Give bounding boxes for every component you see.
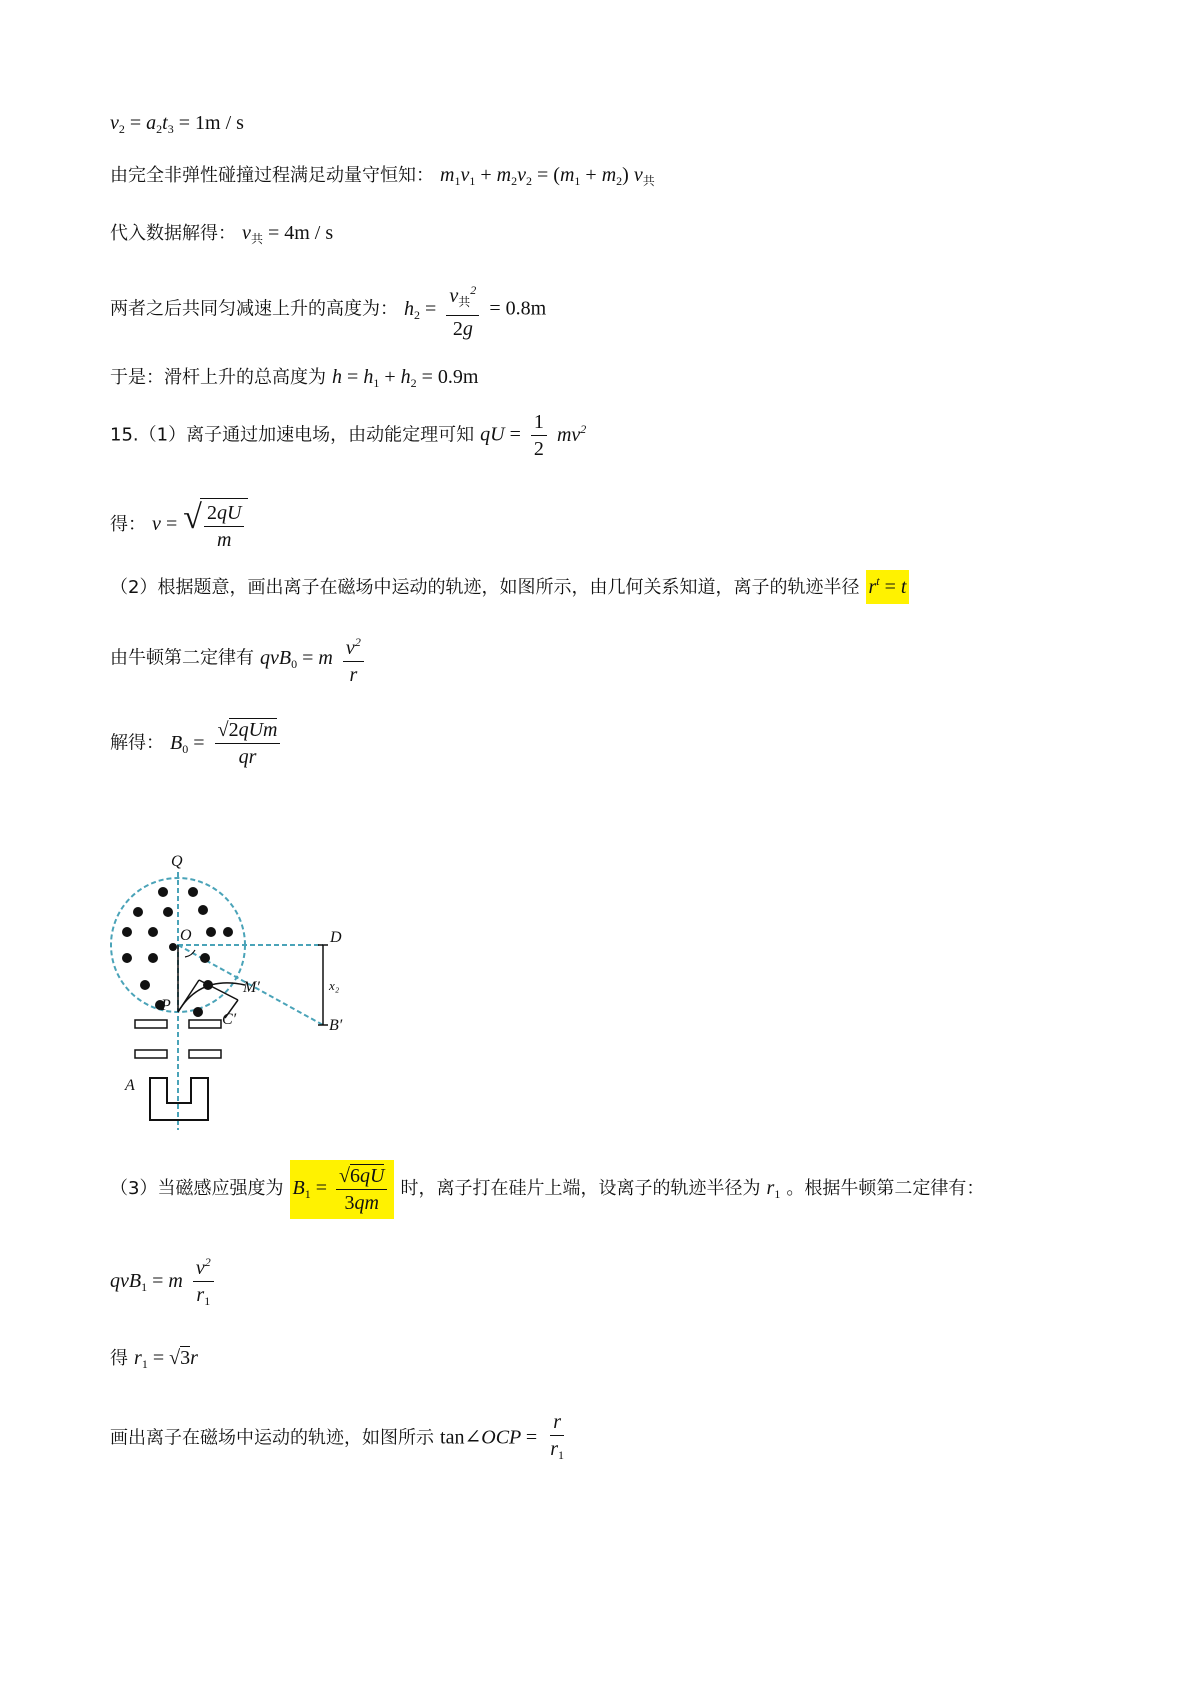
q15-part3-text-c: 。根据牛顿第二定律有：	[786, 1178, 985, 1200]
label-o: O	[180, 927, 192, 944]
label-x2: x₂	[329, 978, 340, 993]
tan-ocp-text: 画出离子在磁场中运动的轨迹，如图所示	[110, 1427, 434, 1449]
label-q: Q	[171, 853, 183, 870]
q15-part2-text: （2）根据题意，画出离子在磁场中运动的轨迹，如图所示，由几何关系知道，离子的轨迹半径	[110, 577, 860, 598]
r1-result-text: 得	[110, 1348, 128, 1369]
label-a: A	[125, 1077, 135, 1094]
q15-part3-text-a: （3）当磁感应强度为	[110, 1178, 284, 1200]
velocity-result-line: 得： v = √ $\frac{2qU}{m}$	[110, 498, 248, 552]
q15-part3-text-b: 时，离子打在硅片上端，设离子的轨迹半径为	[400, 1178, 761, 1200]
q15-part3-line: （3）当磁感应强度为 $B_1$ = $\frac{√6qU}{3qm}$ 时，离子打在硅片上端，设离子的轨迹半径为 $r_1$ 。根据牛顿第二定律有：	[110, 1160, 984, 1219]
label-p: P	[161, 997, 171, 1014]
highlight-radius: $r^t = t$	[866, 570, 910, 604]
q15-part2-line	[110, 566, 909, 603]
newton-law-line: 由牛顿第二定律有 qvB$_0$ = m $\frac{v^2}{r}$	[110, 630, 368, 687]
b0-result-line: 解得： $B_0$ = $\frac{\text{√2qUm}}{qr}$	[110, 718, 284, 769]
q15-part1-text: 15.（1）离子通过加速电场，由动能定理可知	[110, 424, 475, 446]
momentum-conservation-line: 由完全非弹性碰撞过程满足动量守恒知： $m_1v_1 + m_2v_2 = (m_1 + m_2)$ $v_共$	[110, 164, 655, 188]
momentum-text: 由完全非弹性碰撞过程满足动量守恒知：	[110, 165, 434, 186]
tan-ocp-line: 画出离子在磁场中运动的轨迹，如图所示 tan∠OCP = $\frac{r}{r_1}$	[110, 1411, 565, 1462]
label-c: C′	[222, 1011, 237, 1028]
total-height-line: 于是：滑杆上升的总高度为 $h = h_1 + h_2 = 0.9m$	[110, 366, 479, 390]
substitute-line: 代入数据解得： $v_共 = 4m / s$	[110, 222, 334, 246]
label-m: M′	[243, 979, 260, 996]
label-b: B′	[329, 1017, 343, 1034]
q15-part1-line: 15.（1）离子通过加速电场，由动能定理可知 qU = $\frac{1}{2}$ $mv^2$	[110, 411, 587, 460]
height-h2-line: 两者之后共同匀减速上升的高度为： $h_2$ = $\frac{v_共^2}{2g}$ = 0.8m	[110, 278, 546, 341]
substitute-text: 代入数据解得：	[110, 223, 236, 244]
qvb1-line: qvB$_1$ = m $\frac{v^2}{r_1}$	[110, 1250, 218, 1313]
newton-law-text: 由牛顿第二定律有	[110, 647, 254, 669]
b0-result-text: 解得：	[110, 732, 164, 754]
eq-v2: $v_2 = a_2t_3 = 1m / s$	[110, 112, 244, 136]
height-h2-text: 两者之后共同匀减速上升的高度为：	[110, 298, 398, 320]
label-d: D	[330, 929, 342, 946]
highlight-b1: $B_1$ = $\frac{√6qU}{3qm}$	[290, 1160, 395, 1219]
velocity-result-text: 得：	[110, 514, 146, 535]
r1-result-line: 得 $r_1 = √3r$	[110, 1347, 198, 1371]
total-height-text: 于是：滑杆上升的总高度为	[110, 367, 326, 388]
ion-trajectory-diagram	[105, 850, 375, 1140]
